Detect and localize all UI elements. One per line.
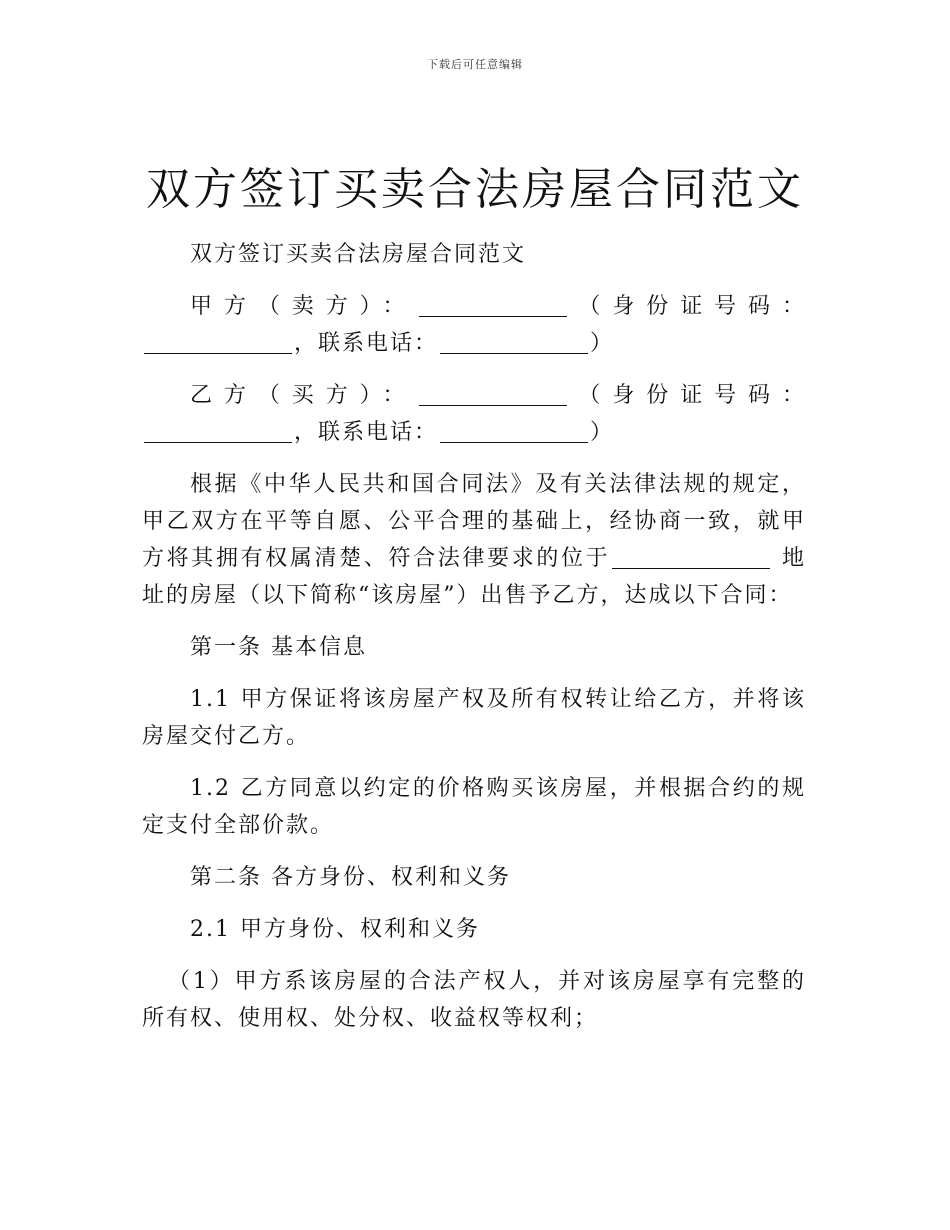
party-b-info: [142, 377, 806, 451]
party-a-id-label: （身份证号码：: [568, 294, 806, 319]
party-a-label: 甲方（卖方）：: [190, 294, 417, 319]
clause-2-1: 2.1 甲方身份、权利和义务: [190, 917, 480, 942]
party-a-name-blank: [419, 292, 567, 317]
item-2-1-1: （1）甲方系该房屋的合法产权人，并对该房屋享有完整的所有权、使用权、处分权、收益权等权利；: [142, 969, 806, 1031]
party-a-phone-blank: [440, 329, 588, 354]
party-b-id-label: （身份证号码：: [568, 383, 806, 408]
document-subtitle: 双方签订买卖合法房屋合同范文: [190, 242, 527, 267]
party-a-id-blank: [144, 329, 292, 354]
party-b-label: 乙方（买方）：: [190, 383, 417, 408]
party-a-close: ）: [590, 331, 615, 356]
article-2-heading: 第二条 各方身份、权利和义务: [190, 865, 511, 890]
address-blank: [612, 544, 770, 569]
clause-1-2: 1.2 乙方同意以约定的价格购买该房屋，并根据合约的规定支付全部价款。: [142, 776, 806, 838]
party-b-close: ）: [590, 420, 615, 445]
party-b-phone-label: ，联系电话：: [294, 420, 439, 445]
document-title: 双方签订买卖合法房屋合同范文: [146, 164, 804, 215]
document-body: [142, 236, 806, 1052]
preamble-text-2: 地址的房屋（以下简称“该房屋”）出售予乙方，达成以下合同：: [142, 546, 806, 608]
party-b-id-blank: [144, 418, 292, 443]
preamble-text-1: 根据《中华人民共和国合同法》及有关法律法规的规定，甲乙双方在平等自愿、公平合理的基础上，经协商一致，就甲方将其拥有权属清楚、符合法律要求的位于: [142, 472, 806, 571]
clause-1-1: 1.1 甲方保证将该房屋产权及所有权转让给乙方，并将该房屋交付乙方。: [142, 687, 806, 749]
party-b-name-blank: [419, 381, 567, 406]
article-1-heading: 第一条 基本信息: [190, 635, 367, 660]
party-b-phone-blank: [440, 418, 588, 443]
party-a-phone-label: ，联系电话：: [294, 331, 439, 356]
header-note: 下载后可任意编辑: [427, 58, 523, 71]
party-a-info: [142, 288, 806, 362]
preamble: [142, 466, 806, 614]
